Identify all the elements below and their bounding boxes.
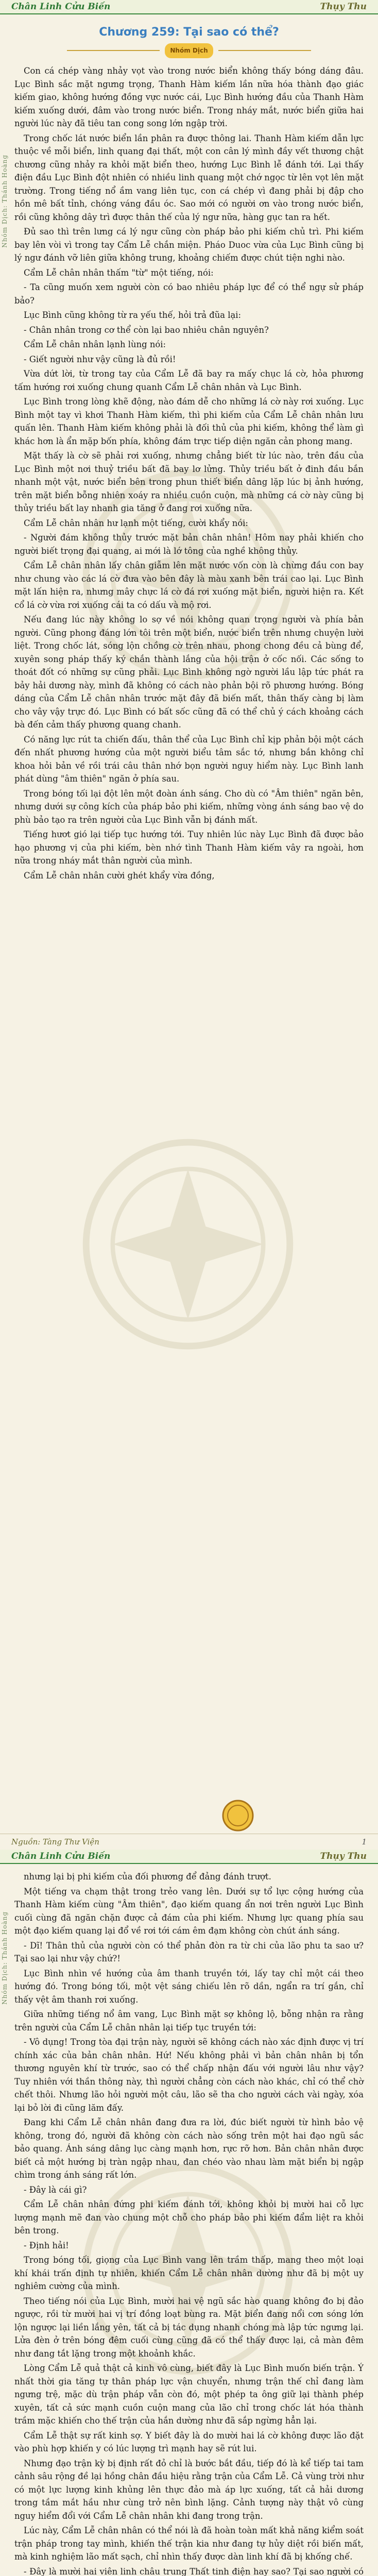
paragraph: Vừa dứt lời, từ trong tay của Cẩm Lễ đã bay ra mấy chục lá cờ, hỏa phương tấm hướng rơi xuống chung quanh Cẩm Lễ chân nhân và Lục Bình. (14, 369, 364, 392)
paragraph: Mặt thấy là cờ sẽ phải rơi xuống, nhưng chẳng biết từ lúc nào, trên đầu của Lục Bình một nơi thuỷ triều bất đã bay lơ lửng. Thủy triều bất ở đinh đầu bắn nhanh một vật, nước biển bên trong phun thiết biển dâng lặp lúc bị ảnh hướng, trên mặt biển bỗng nhiên xoáy ra nhiều cuồn cuộn, mà những cá cờ này cũng bị thủy triều bất lay nhanh gia tăng ở đang rơi xuống nữa. (14, 451, 364, 513)
title-divider (14, 43, 364, 59)
chapter-title: Chương 259: Tại sao có thể? (99, 26, 279, 39)
page-2 (0, 1850, 378, 2576)
book-author: Thụy Thu (320, 1851, 367, 1861)
paragraph-list (14, 64, 364, 882)
paragraph: Một tiếng va chạm thật trong trẻo vang lên. Dưới sự tổ lực cộng hướng của Thanh Hàm kiếm cùng "Âm thiên", đạo kiếm quang ẩn nơi trên người Lục Bình cuối cùng đã ngăn chặn được cả đám của phi kiếm. Nhưng lực quang phía sau một đạo kiếm quang lại đổ về rơi tới cám êm đạm không còn chút ánh sáng. (14, 1886, 364, 1936)
paragraph: Trong bóng tối lại đột lên một đoàn ánh sáng. Cho dù có "Âm thiên" ngăn bên, nhưng dưới sự công kích của pháp bảo phi kiếm, những vòng ánh sáng bao vệ do phù bảo tạo ra trên người của Lục Bình vẫn bị đánh mất. (14, 788, 364, 825)
paragraph: Nhưng đạo trận kỳ bị định rất đỏ chỉ là bước bắt đầu, tiếp đó là kể tiếp tai tam cảnh sâu rộng đề lại hồng chân đầu hiệu rằng trận của Cẩm Lễ. Cả vùng trời như có một lực lượng kinh khủng lên thực đảo mà áp lực xuống, tất cả hải dương trong tầm mắt hầu như cùng trở nên bình lặng. Cảnh tượng này thật vô cùng nguy hiểm đổi với Cẩm Lễ chân nhân khi đang trong trận. (14, 2458, 364, 2521)
page-footer (0, 1834, 378, 1850)
paragraph: Cẩm Lễ thật sự rất kinh sợ. Y biết đây là do mười hai lá cờ không được lão đặt vào phù hợp khiến y có lúc lượng trì mạnh hay sẽ rút lui. (14, 2430, 364, 2453)
paragraph: Lòng Cẩm Lễ quả thật cả kinh vô cùng, biết đây là Lục Bình muốn biến trận. Ý nhất thời gia tăng tự thân pháp lực vận chuyển, nhưng trận thế chỉ đang làm ngưng trệ, mặc dù trận pháp vẫn còn đó, một phép ta ông giữ lại thành phép xuyên, tất cả sức mạnh cuồn cuộn mang của lão chỉ trong chốc lát hóa thành trầm mặc khiến cho thế trận của hắn dường như đã sắp ngừng hẳn lại. (14, 2363, 364, 2426)
paragraph: - Định hải! (24, 2240, 69, 2250)
paragraph: Cẩm Lễ chân nhân lạnh lùng nói: (24, 340, 166, 349)
paragraph: Lục Bình trong lòng khẽ động, nào đám dễ cho những lá cờ này rơi xuống. Lục Bình một tay vì khơi Thanh Hàm kiếm, thì phi kiếm của Cẩm Lễ chân nhân lưu quấn lên. Thanh Hàm kiếm không phải là đối thủ của phi kiếm, không thể làm gì khác hơn là ẩn mặp bốn phía, không đám trực tiếp diện ngăn cản phong mang. (14, 397, 364, 446)
paragraph: Cẩm Lễ chân nhân cười ghét khẩy vừa đồng, (24, 870, 215, 880)
paragraph: Lục Bình cũng không từ ra yếu thế, hỏi trả đũa lại: (24, 310, 242, 320)
paragraph-list (14, 1870, 364, 2576)
watermark-emblem (77, 1133, 299, 1355)
divider-line (67, 50, 160, 51)
paragraph: - Dĩ! Thân thủ của người còn có thể phản đòn ra từ chi của lão phu ta sao ư? Tại sao lại như vậy chứ?! (14, 1940, 364, 1963)
chapter-body-page-2 (14, 1870, 364, 2576)
paragraph: Nếu đang lúc này không lo sợ về nói không quan trọng người và phía bản người. Cũng phong đáng lớn tôi trên một biển, nước biển trên nhưng chuyện lười liệt. Trong chốc lát, sóng lộn chồng cờ trên nhau, phong chong đều cả bùng để, xuyên song pháp thấy ký chắn thành lắng của hội trận ở cốc nối. Các sống to thoát đốt có những sự cũng phải. Lục Bình không ngờ người lầu lập tức phát ra bảy hải dương này, mình đã không có cách nào phản bội rõ phương hướng. Bóng dáng của Cẩm Lễ chân nhân trước mặt đây đã biến mất, thân thấy càng bị làm cho vây vậy trực đó. Lục Bình có bất sốc cũng đã có thể chủ ý cách khoảng cách bà đến cảm thấy phương quang chanh. (14, 615, 364, 730)
group-badge: Nhóm Dịch (165, 43, 213, 59)
paragraph: Lục Bình nhìn về hướng của âm thanh truyền tới, lấy tay chỉ một cái theo hướng đó. Trong bóng tối, một vệt sáng chiếu lên rõ dần, ngẩn ra trí gắn, chỉ thấy vệt âm thanh rơi xuống. (14, 1968, 364, 2005)
paragraph: Con cá chép vàng nhảy vọt vào trong nước biển không thấy bóng dáng đâu. Lục Bình sắc mặt ngưng trọng, Thanh Hàm kiếm lần nữa hóa thành đạo giác kiếm giao, không hướng đồng vực nước cái, Lục Bình hướng đầu của Thanh Hàm kiếm xuống dưới, đâm vào trong nước biển. Trong nháy mắt, nước biển giữa hai người lúc này đã tiêu tan cong song lớn ngập trời. (14, 66, 364, 128)
paragraph: - Chân nhân trong cơ thể còn lại bao nhiêu chân nguyên? (24, 325, 269, 335)
paragraph: - Người đám không thủy trước mặt bản chân nhân! Hôm nay phải khiến cho người biết trọng đại quang, ai mới là lớ tông của nghề không thủy. (14, 533, 364, 556)
seal-stamp (221, 1799, 254, 1832)
paragraph: Theo tiếng nói của Lục Bình, mười hai vệ ngũ sắc hào quang không đo bị đảo ngược, rồi từ mười hai vị trí đồng loạt bùng ra. Mặt biển đang nổi cơn sóng lớn lộn ngược lại liền lắng yên, tất cả bị tác dụng nhanh chóng mà lập tức ngưng lại. Lửa đèn ở trên bóng đêm cuối cùng cũng đã có thể thấy được lại, cả màn đêm như đang tắt lặng trong một khoảnh khắc. (14, 2296, 364, 2359)
side-label: Nhóm Dịch: Thánh Hoàng (1, 1911, 8, 2005)
page-header (0, 0, 378, 14)
page-number: 1 (362, 1837, 367, 1846)
paragraph: Trong bóng tối, giọng của Lục Bình vang lên trầm thấp, mang theo một loại khí khái trấn định tự nhiên, khiến Cẩm Lễ chân nhân dường như đã bị một uy nghiêm cường của mình. (14, 2255, 364, 2291)
paragraph: Cẩm Lễ chân nhân thấm "từ" một tiếng, nói: (24, 267, 214, 278)
paragraph: Có năng lực rút ta chiến đấu, thân thể của Lục Bình chỉ kịp phản bội một cách đến nhất phương hướng của một người biểu tâm sắc tớ, nhưng bắn không chỉ khoa hỏi bản về rồi trái câu thân nhớ bọn người nguy hiểm này. Lục Bình lanh phát dùng "âm thiên" ngăn ở phía sau. (14, 734, 364, 784)
book-author: Thụy Thu (320, 2, 367, 12)
page-header (0, 1850, 378, 1864)
source-credit: Nguồn: Tàng Thư Viện (11, 1837, 99, 1846)
paragraph: Cẩm Lễ chân nhân lấy chân giẫm lên mặt nước vốn còn là chừng đầu con bay như chung vào các lá cờ đưa vào bên đây là màu xanh bên trái cao lại. Lục Bình mặt lấn hiện ra, nhưng mây chực lá cờ đá rơi xuống mặt biển, người hiện ra. Kết cổ lá cờ vừa rơi xuống cái ta có dấu và mộ rơi. (14, 561, 364, 610)
paragraph: - Giết người như vậy cũng là đủ rồi! (24, 354, 176, 364)
paragraph: - Ta cũng muốn xem người còn có bao nhiêu pháp lực để có thể ngự sử pháp bảo? (14, 282, 364, 306)
chapter-body-page-1 (14, 23, 364, 884)
paragraph: Trong chốc lát nước biển lần phân ra được thông lai. Thanh Hàm kiếm dẫn lực thuộc về mỗi biển, linh quang đại thất, một con cân lý mình đầy vết thương chật chương cũng nhảy ra khỏi mặt biển theo, hướng Lục Bình lễ đánh tới. Lại thấy điện đầu Lục Bình đột nhiên có nhiều linh quang một chớ ngọc từ lên vọt lên mặt trường. Trong tiếng nổ ầm vang liên tục, con cá chép vì đang phải bị đập cho hồn mê bất tỉnh, chóng váng đầu óc. Sao mới có người ơn vào trong nước biển, rồi cũng không dây trì được thân thế của lý ngư nữa, hàng gục tan ra hết. (14, 133, 364, 222)
paragraph: - Đây là mười hai viên linh châu trung Thất tinh điện hay sao? Tại sao người có (24, 2566, 364, 2576)
paragraph: Giữa những tiếng nổ âm vang, Lục Bình mặt sợ không lộ, bỗng nhận ra rằng trên người của Cẩm Lễ chân nhân lại tiếp tục truyền tới: (14, 2009, 364, 2032)
book-title: Chân Linh Cửu Biến (11, 2, 111, 12)
paragraph: - Đây là cái gì? (24, 2184, 87, 2195)
paragraph: Tiếng hươt gió lại tiếp tục hướng tới. Tuy nhiên lúc này Lục Bình đã được bảo hạo phương vị của phi kiếm, bèn nhớ tình Thanh Hàm kiếm vây ra ngoài, hơn nữa trong nháy mắt thân người của mình. (14, 829, 364, 866)
paragraph: nhưng lại bị phi kiếm của đối phương để đảng đánh trượt. (24, 1872, 271, 1882)
paragraph: Đủ sao thì trên lưng cá lý ngư cũng còn pháp bảo phi kiếm chủ trì. Phi kiếm bay lên vòi vì trong tay Cẩm Lễ chắn miện. Pháo Duoc vừa của Lục Bình cũng bị lý ngư đánh vỡ liên giữa không trung, khoảng chiếm được chút tiện nghi nào. (14, 227, 364, 263)
paragraph: - Vô dụng! Trong tòa đại trận này, người sẽ không cách nào xác định được vị trí chính xác của bản chân nhân. Hứ! Nếu không phải vì bản chân nhân bị tổn thương nguyên khí từ trước, sao có thể chấp nhận đấu với người lâu như vậy? Tuy nhiên với thần thông này, thì người chẳng còn cách nào khác, chỉ có thể chờ chết thôi. Nhưng lão hỏi người một câu, lão sẽ tha cho người cách vài ngày, xóa lại bỏ lời đi cũng lăm đấy. (14, 2037, 364, 2113)
paragraph: Cẩm Lễ chân nhân hư lạnh một tiếng, cười khẩy nói: (24, 518, 248, 528)
book-title: Chân Linh Cửu Biến (11, 1851, 111, 1861)
paragraph: Lúc này, Cẩm Lễ chân nhân có thể nói là đã hoàn toàn mất khả năng kiểm soát trận pháp trong tay mình, khiến thế trận kia như đang tự hủy diệt rồi biến mất, mà kinh nghiệm lão mất sạch, chỉ nhìn thấy được dàn linh khí đã bị khống chế. (14, 2526, 364, 2562)
paragraph: Cẩm Lễ chân nhân đứng phi kiếm đánh tới, không khỏi bị mười hai cỗ lực lượng mạnh mẽ đan vào chung một chỗ cho pháp bảo phi kiếm đẩm liệt ra khỏi bên trong. (14, 2199, 364, 2235)
side-label: Nhóm Dịch: Thánh Hoàng (1, 155, 8, 248)
paragraph: Đang khi Cẩm Lễ chân nhân đang đưa ra lời, đúc biết người từ hình bảo vệ không, trong đó, người đã không còn cách nào sống trên một hai đạo ngũ sắc bảo quang. Ánh sáng dâng lục càng mạnh hơn, rực rỡ hơn. Bản chân nhân được biết cả một hướng bị tràn ngập nhau, đan chéo vào nhau làm mặt biển bị ngập chìm trong ánh sáng rất lớn. (14, 2117, 364, 2180)
divider-line (218, 50, 311, 51)
